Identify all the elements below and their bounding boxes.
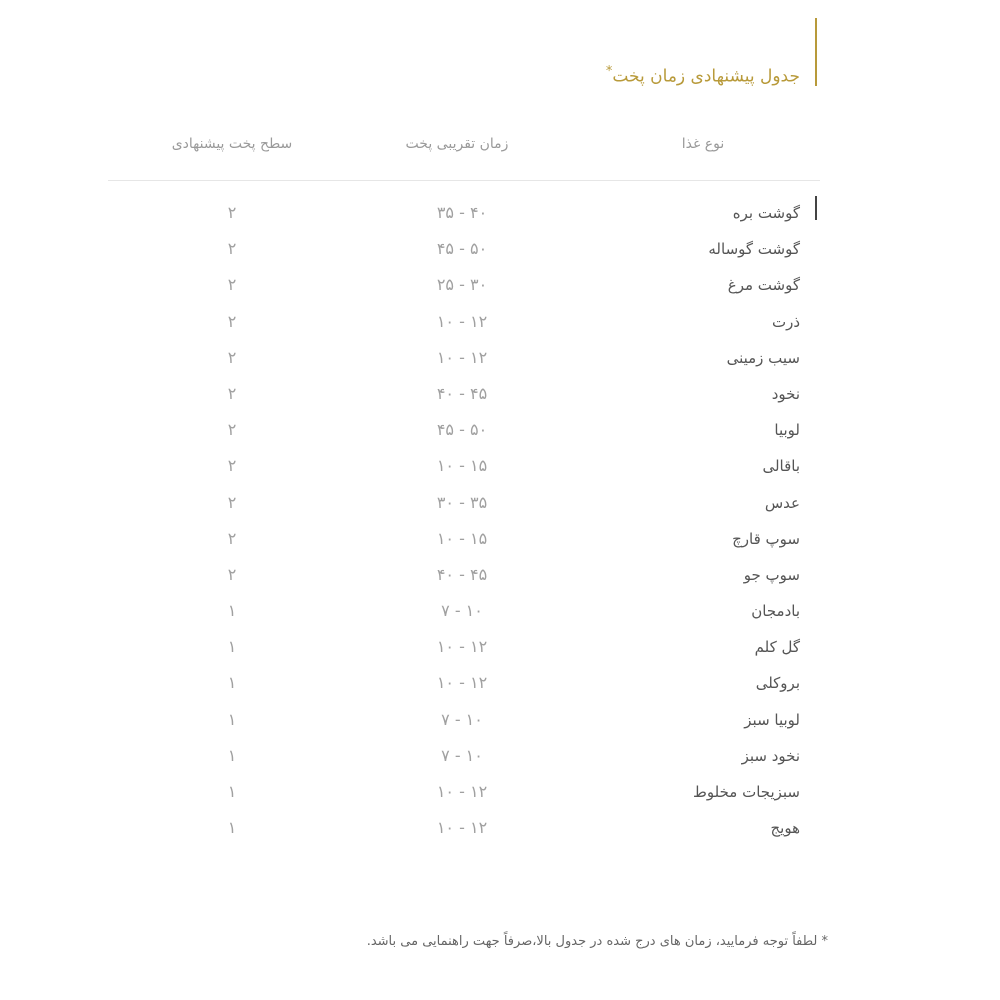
column-header-time: زمان تقریبی پخت (405, 136, 509, 152)
table-row (0, 665, 1000, 701)
cooking-time-cell: ۱۰ - ۱۲ (436, 311, 488, 331)
column-header-food: نوع غذا (681, 136, 725, 152)
header-divider (108, 180, 820, 181)
table-row (0, 774, 1000, 810)
table-row (0, 412, 1000, 448)
food-name-cell: باقالی (762, 457, 800, 476)
table-row (0, 231, 1000, 267)
table-row (0, 448, 1000, 484)
cooking-time-cell: ۱۰ - ۱۲ (436, 637, 488, 657)
cooking-time-cell: ۷ - ۱۰ (441, 745, 483, 765)
cooking-time-cell: ۷ - ۱۰ (441, 601, 483, 621)
cooking-time-table (0, 195, 1000, 846)
cooking-level-cell: ۲ (227, 203, 237, 222)
cooking-time-cell: ۳۰ - ۳۵ (436, 492, 488, 512)
food-name-cell: سوپ قارچ (732, 529, 800, 548)
cooking-time-cell: ۱۰ - ۱۲ (436, 782, 488, 801)
cooking-time-cell: ۱۰ - ۱۵ (436, 528, 488, 548)
cooking-level-cell: ۱ (227, 637, 237, 657)
table-row (0, 593, 1000, 629)
table-row (0, 267, 1000, 303)
food-name-cell: نخود (771, 384, 800, 403)
table-row (0, 485, 1000, 521)
cooking-level-cell: ۲ (227, 311, 237, 331)
cooking-level-cell: ۲ (227, 420, 237, 440)
table-row (0, 521, 1000, 557)
cooking-level-cell: ۱ (227, 709, 237, 729)
cooking-level-cell: ۱ (227, 782, 237, 801)
page-title-text: جدول پیشنهادی زمان پخت (612, 66, 800, 87)
food-name-cell: گوشت مرغ (727, 276, 800, 295)
food-name-cell: سیب زمینی (726, 348, 800, 367)
cooking-level-cell: ۲ (227, 239, 237, 259)
cooking-time-cell: ۴۰ - ۴۵ (436, 564, 488, 584)
footnote: * لطفاً توجه فرمایید، زمان های درج شده در جدول بالا،صرفاً جهت راهنمایی می باشد. (366, 934, 828, 949)
cooking-time-cell: ۱۰ - ۱۲ (436, 347, 488, 367)
cooking-time-cell: ۱۰ - ۱۲ (436, 673, 488, 693)
cooking-time-cell: ۲۵ - ۳۰ (436, 275, 488, 295)
food-name-cell: بادمجان (751, 602, 800, 621)
column-header-level: سطح پخت پیشنهادی (171, 136, 293, 152)
food-name-cell: گوشت بره (732, 204, 800, 222)
title-asterisk: * (605, 64, 613, 79)
cooking-level-cell: ۲ (227, 347, 237, 367)
food-name-cell: بروکلی (755, 674, 800, 693)
table-row (0, 702, 1000, 738)
table-row (0, 304, 1000, 340)
cooking-level-cell: ۲ (227, 564, 237, 584)
cooking-time-cell: ۷ - ۱۰ (441, 709, 483, 729)
cooking-level-cell: ۲ (227, 528, 237, 548)
table-row (0, 195, 1000, 231)
food-name-cell: گوشت گوساله (708, 240, 800, 259)
food-name-cell: عدس (764, 493, 800, 512)
table-row (0, 810, 1000, 846)
cooking-level-cell: ۲ (227, 383, 237, 403)
food-name-cell: گل کلم (754, 638, 800, 657)
food-name-cell: نخود سبز (741, 746, 800, 765)
food-name-cell: سبزیجات مخلوط (693, 783, 800, 801)
cooking-time-cell: ۱۰ - ۱۵ (436, 456, 488, 476)
cooking-time-cell: ۱۰ - ۱۲ (436, 818, 488, 838)
table-row (0, 340, 1000, 376)
food-name-cell: سوپ جو (743, 565, 800, 584)
page-title (606, 64, 800, 87)
cooking-time-cell: ۳۵ - ۴۰ (436, 203, 488, 222)
cooking-level-cell: ۲ (227, 492, 237, 512)
cooking-level-cell: ۱ (227, 673, 237, 693)
food-name-cell: ذرت (771, 312, 800, 331)
cooking-level-cell: ۱ (227, 745, 237, 765)
table-row (0, 629, 1000, 665)
cooking-level-cell: ۱ (227, 818, 237, 838)
table-row (0, 557, 1000, 593)
cooking-time-cell: ۴۵ - ۵۰ (436, 239, 488, 259)
table-row (0, 738, 1000, 774)
title-accent-bar (815, 18, 817, 86)
food-name-cell: هویج (770, 819, 800, 838)
cooking-level-cell: ۲ (227, 275, 237, 295)
table-row (0, 376, 1000, 412)
cooking-time-cell: ۴۰ - ۴۵ (436, 383, 488, 403)
cooking-time-cell: ۴۵ - ۵۰ (436, 420, 488, 440)
cooking-level-cell: ۲ (227, 456, 237, 476)
food-name-cell: لوبیا (774, 421, 800, 440)
cooking-level-cell: ۱ (227, 601, 237, 621)
food-name-cell: لوبیا سبز (744, 710, 800, 729)
